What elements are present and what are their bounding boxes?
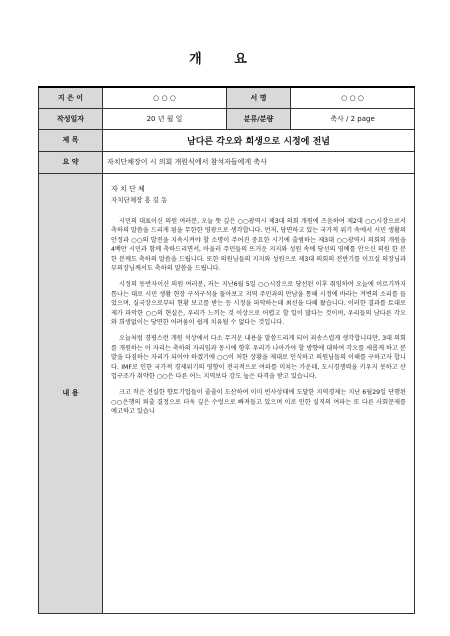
category-label: 분류/분량 [227, 108, 291, 129]
content-heading: 자 치 단 체 [111, 184, 145, 193]
content-paragraph: 시민의 대표이신 의원 여러분, 오늘 뜻 깊은 ○○광역시 제3대 의회 개원에 즈음하여 제2대 ○○시장으로서 축하의 말씀을 드리게 됨을 무한한 영광으로 생각합니다. 먼저, 당면하고 있는 국가적 위기 속에서 시민 생활의 안정과 ○○의 발전을 지속시켜야 할 소명이 주어진 중요한 시기에 출범하는 제3대 ○○광역시 의회의 개원을 4백만 시민과 함께 축하드리면서, 아울러 주민들의 뜨거운 지지와 성원 속에 당선의 영예를 안으신 의원 한 분 한 분께도 축하의 말씀을 드립니다. 또한 의원님들의 지지와 성원으로 제3대 의회의 전반기를 이끄실 의장님과 부의장님께서도 축하의 말씀을 드립니다. [111, 217, 406, 273]
content-body [103, 173, 415, 613]
date-label: 작성일자 [39, 108, 103, 129]
author-label: 지 은 이 [39, 87, 103, 108]
date-value: 20 년 월 일 [103, 108, 227, 129]
book-title-value: ○ ○ ○ [291, 87, 415, 108]
summary-value: 자치단체장이 시 의회 개원식에서 참석자들에게 축사 [103, 151, 415, 173]
book-title-label: 서 명 [227, 87, 291, 108]
subject-label: 제 목 [39, 129, 103, 151]
subject-value: 남다른 각오와 희생으로 시정에 전념 [103, 129, 415, 151]
page-title: 개 요 [189, 52, 261, 67]
author-value: ○ ○ ○ [103, 87, 227, 108]
category-value: 축사 / 2 page [291, 108, 415, 129]
summary-form-table [38, 86, 415, 614]
summary-label: 요 약 [39, 151, 103, 173]
content-paragraph: 크고 작은 견실한 향토기업들이 줄줄이 도산하여 이미 빈사상태에 도달한 지역경제는 지난 6월29일 단행된 ○○은행의 퇴출 결정으로 더욱 깊은 수렁으로 빠져들고 있으며 이로 인한 실직의 여파는 또 다른 사회문제를 예고하고 있습니 [111, 389, 406, 416]
content-paragraph: 오늘처럼 경평스런 개원 석상에서 다소 무거운 내용을 말씀드리게 되어 죄송스럽게 생각합니다만, 3대 의회를 개원하는 이 자리는 축하의 자리임과 동시에 향후 우리가 나아가야 할 방향에 대하여 각오를 새롭게 하고 분발을 다짐하는 자리가 되어야 하겠기에 ○○이 처한 상황을 제대로 인식하고 의원님들의 이해를 구하고자 합니다. IMF로 인한 국가적 경제위기의 영향이 전국적으로 여파를 미치는 가운데, 도시경쟁력을 키우지 못하고 산업구조가 취약한 ○○은 다른 어느 지역보다 강도 높은 타격을 받고 있습니다. [111, 335, 406, 381]
content-label: 내 용 [39, 173, 103, 613]
content-subheading: 자치단체장 홍 길 동 [111, 195, 168, 204]
content-paragraph: 시정의 동반자이신 의원 여러분, 저는 지난6월 5일 ○○시장으로 당선된 이후 취임하여 오늘에 이르기까지 틈나는 대로 시민 생활 현장 구석구석을 돌아보고 지역 주민과의 만남을 통해 시정에 바라는 겨변의 소리를 들었으며, 실국장으로부터 현황 보고를 받는 등 시정을 파악하는데 최선을 다해 왔습니다. 이러한 결과를 토대로 제가 파악한 ○○의 현실은, 우리가 느끼는 것 이상으로 어렵고 할 일이 많다는 것이며, 우리들의 남다른 각오와 희생없이는 당면한 어려움이 쉽게 치유될 수 없다는 것입니다. [111, 281, 406, 327]
